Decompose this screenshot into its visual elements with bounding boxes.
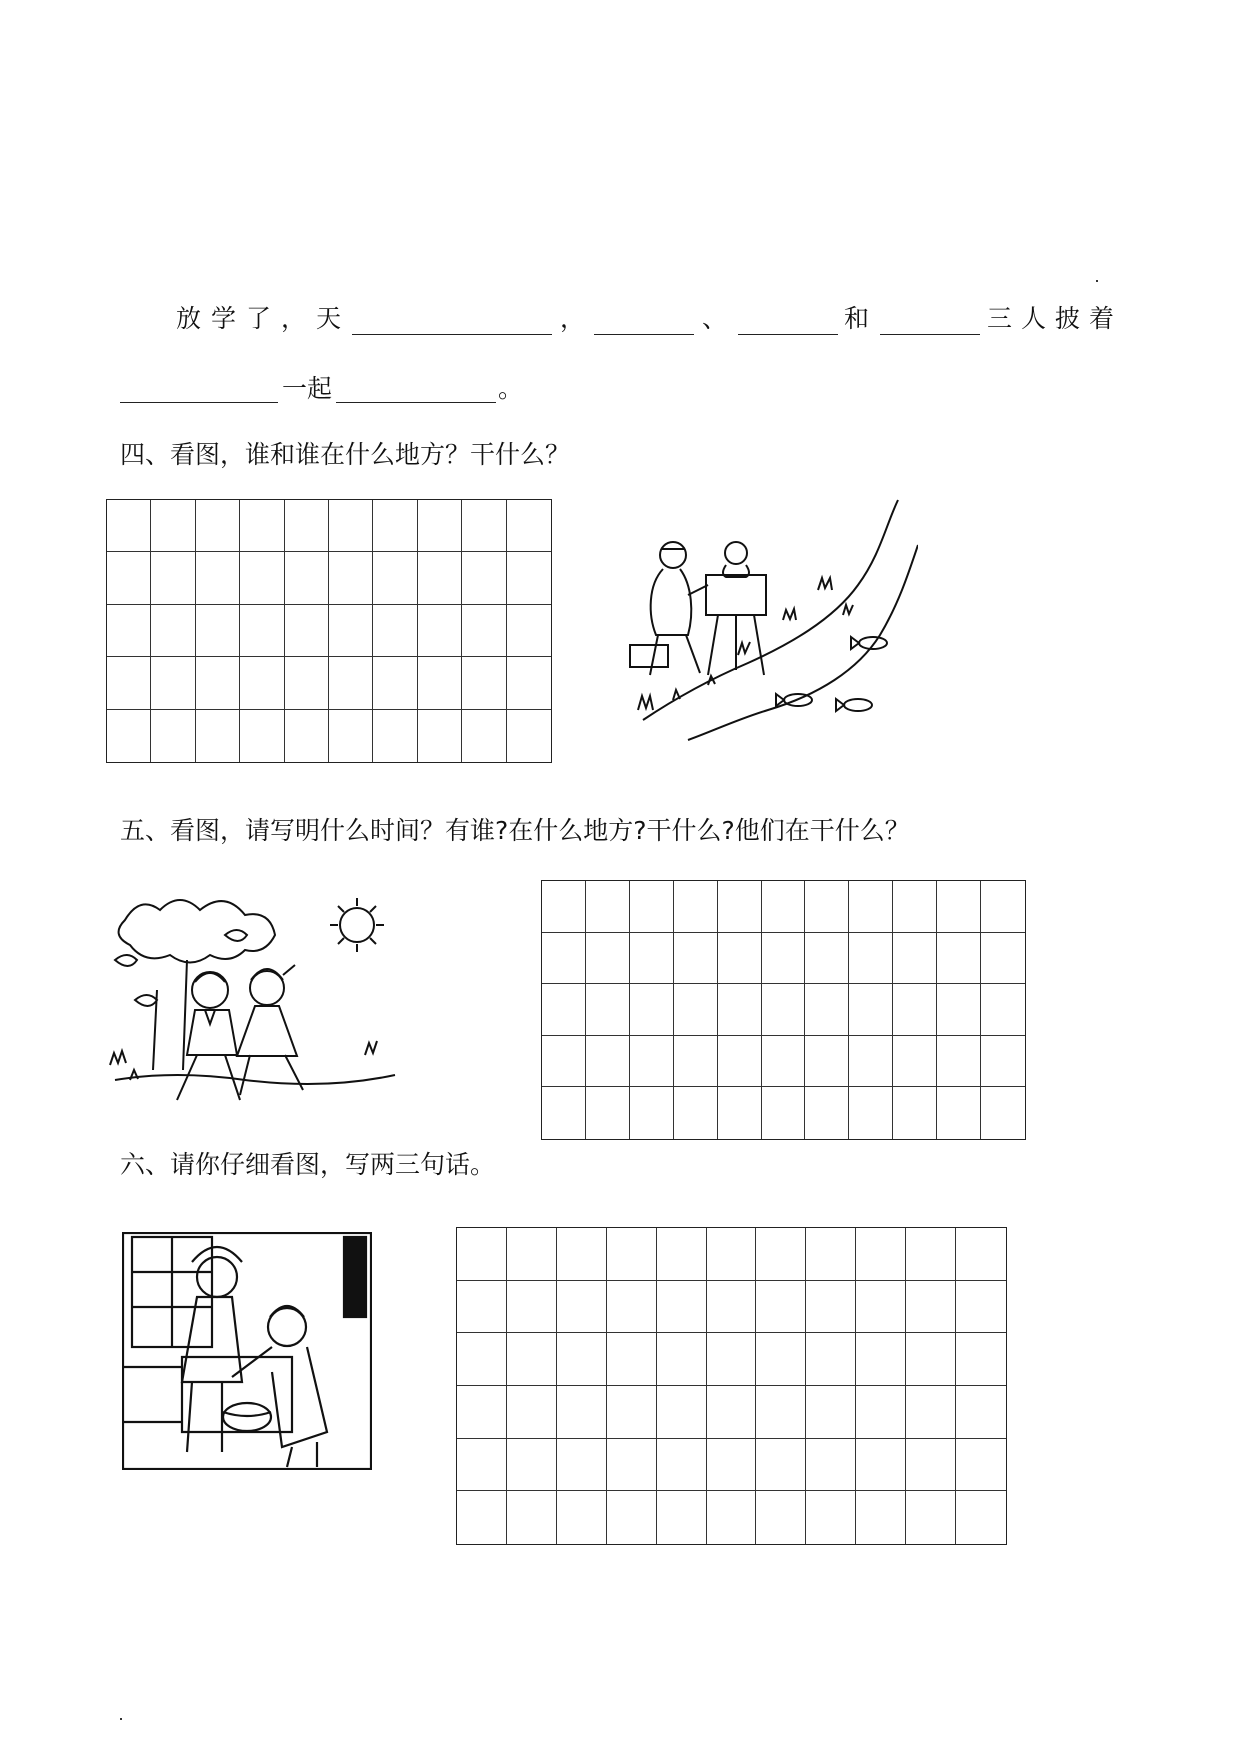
- grid-cell[interactable]: [151, 657, 195, 709]
- grid-cell[interactable]: [956, 1281, 1006, 1334]
- grid-cell[interactable]: [507, 1281, 557, 1334]
- grid-cell[interactable]: [329, 605, 373, 657]
- grid-cell[interactable]: [285, 500, 329, 552]
- grid-cell[interactable]: [674, 1036, 718, 1088]
- grid-cell[interactable]: [462, 657, 506, 709]
- grid-cell[interactable]: [196, 605, 240, 657]
- grid-cell[interactable]: [373, 710, 417, 762]
- grid-cell[interactable]: [805, 1087, 849, 1139]
- grid-cell[interactable]: [762, 984, 806, 1036]
- grid-cell[interactable]: [542, 933, 586, 985]
- grid-cell[interactable]: [329, 500, 373, 552]
- blank-item[interactable]: [120, 402, 278, 403]
- print-dot: [1096, 280, 1098, 282]
- grid-cell[interactable]: [462, 605, 506, 657]
- grid-cell[interactable]: [657, 1386, 707, 1439]
- grid-cell[interactable]: [657, 1333, 707, 1386]
- grid-cell[interactable]: [285, 552, 329, 604]
- grid-cell[interactable]: [805, 881, 849, 933]
- grid-cell[interactable]: [893, 1036, 937, 1088]
- grid-cell[interactable]: [856, 1439, 906, 1492]
- grid-cell[interactable]: [457, 1491, 507, 1544]
- grid-cell[interactable]: [607, 1333, 657, 1386]
- writing-grid-q5[interactable]: [541, 880, 1026, 1140]
- grid-cell[interactable]: [329, 657, 373, 709]
- grid-cell[interactable]: [756, 1228, 806, 1281]
- grid-cell[interactable]: [674, 933, 718, 985]
- grid-cell[interactable]: [849, 1087, 893, 1139]
- grid-cell[interactable]: [557, 1439, 607, 1492]
- grid-cell[interactable]: [707, 1386, 757, 1439]
- grid-cell[interactable]: [906, 1281, 956, 1334]
- sentence-part-2: 三人披着: [987, 304, 1124, 333]
- grid-cell[interactable]: [707, 1281, 757, 1334]
- grid-cell[interactable]: [507, 1228, 557, 1281]
- grid-cell[interactable]: [707, 1333, 757, 1386]
- grid-cell[interactable]: [586, 933, 630, 985]
- blank-person-2[interactable]: [738, 334, 838, 335]
- grid-cell[interactable]: [373, 552, 417, 604]
- grid-cell[interactable]: [457, 1333, 507, 1386]
- grid-cell[interactable]: [956, 1386, 1006, 1439]
- grid-cell[interactable]: [462, 552, 506, 604]
- grid-cell[interactable]: [418, 552, 462, 604]
- grid-cell[interactable]: [196, 710, 240, 762]
- writing-grid-q6[interactable]: [456, 1227, 1007, 1545]
- grid-cell[interactable]: [674, 984, 718, 1036]
- comma-mark: ，: [560, 304, 586, 333]
- grid-cell[interactable]: [806, 1491, 856, 1544]
- dun-mark: 、: [702, 304, 728, 333]
- grid-cell[interactable]: [557, 1491, 607, 1544]
- grid-cell[interactable]: [607, 1386, 657, 1439]
- grid-cell[interactable]: [507, 1333, 557, 1386]
- grid-cell[interactable]: [937, 1087, 981, 1139]
- grid-cell[interactable]: [507, 1439, 557, 1492]
- grid-cell[interactable]: [805, 1036, 849, 1088]
- grid-cell[interactable]: [240, 605, 284, 657]
- grid-cell[interactable]: [373, 657, 417, 709]
- grid-cell[interactable]: [196, 500, 240, 552]
- grid-cell[interactable]: [657, 1491, 707, 1544]
- grid-cell[interactable]: [893, 933, 937, 985]
- grid-cell[interactable]: [507, 552, 551, 604]
- grid-cell[interactable]: [756, 1491, 806, 1544]
- grid-cell[interactable]: [849, 933, 893, 985]
- grid-cell[interactable]: [674, 881, 718, 933]
- grid-cell[interactable]: [762, 933, 806, 985]
- grid-cell[interactable]: [107, 710, 151, 762]
- grid-cell[interactable]: [806, 1281, 856, 1334]
- grid-cell[interactable]: [457, 1386, 507, 1439]
- grid-cell[interactable]: [937, 881, 981, 933]
- writing-grid-q4[interactable]: [106, 499, 552, 763]
- grid-cell[interactable]: [542, 881, 586, 933]
- grid-cell[interactable]: [607, 1439, 657, 1492]
- grid-cell[interactable]: [507, 657, 551, 709]
- grid-cell[interactable]: [906, 1333, 956, 1386]
- grid-cell[interactable]: [806, 1439, 856, 1492]
- question-6-prompt: 六、请你仔细看图，写两三句话。: [120, 1150, 496, 1179]
- grid-cell[interactable]: [849, 1036, 893, 1088]
- grid-cell[interactable]: [674, 1087, 718, 1139]
- grid-cell[interactable]: [418, 710, 462, 762]
- grid-cell[interactable]: [107, 657, 151, 709]
- grid-cell[interactable]: [240, 500, 284, 552]
- grid-cell[interactable]: [806, 1333, 856, 1386]
- grid-cell[interactable]: [586, 1087, 630, 1139]
- grid-cell[interactable]: [418, 657, 462, 709]
- grid-cell[interactable]: [457, 1228, 507, 1281]
- grid-cell[interactable]: [906, 1228, 956, 1281]
- feeding-fish-illustration: [122, 1232, 372, 1470]
- yiqi-word: 一起: [282, 374, 333, 403]
- grid-cell[interactable]: [906, 1386, 956, 1439]
- grid-cell[interactable]: [151, 552, 195, 604]
- grid-cell[interactable]: [762, 881, 806, 933]
- period-mark: 。: [498, 374, 524, 403]
- grid-cell[interactable]: [630, 933, 674, 985]
- grid-cell[interactable]: [107, 500, 151, 552]
- grid-cell[interactable]: [630, 881, 674, 933]
- grid-cell[interactable]: [240, 657, 284, 709]
- grid-cell[interactable]: [630, 984, 674, 1036]
- grid-cell[interactable]: [507, 1386, 557, 1439]
- grid-cell[interactable]: [418, 605, 462, 657]
- grid-cell[interactable]: [607, 1491, 657, 1544]
- grid-cell[interactable]: [151, 605, 195, 657]
- grid-cell[interactable]: [806, 1386, 856, 1439]
- grid-cell[interactable]: [542, 984, 586, 1036]
- grid-cell[interactable]: [956, 1439, 1006, 1492]
- grid-cell[interactable]: [329, 710, 373, 762]
- grid-cell[interactable]: [893, 881, 937, 933]
- grid-cell[interactable]: [756, 1333, 806, 1386]
- grid-cell[interactable]: [981, 1036, 1025, 1088]
- blank-person-3[interactable]: [880, 334, 980, 335]
- grid-cell[interactable]: [285, 605, 329, 657]
- sentence-part-1: 放学了，天: [176, 304, 352, 333]
- grid-cell[interactable]: [586, 1036, 630, 1088]
- grid-cell[interactable]: [557, 1333, 607, 1386]
- children-under-tree-illustration: [105, 880, 405, 1120]
- grid-cell[interactable]: [285, 657, 329, 709]
- grid-cell[interactable]: [937, 933, 981, 985]
- grid-cell[interactable]: [507, 500, 551, 552]
- grid-cell[interactable]: [285, 710, 329, 762]
- grid-cell[interactable]: [756, 1386, 806, 1439]
- grid-cell[interactable]: [542, 1087, 586, 1139]
- blank-weather[interactable]: [352, 334, 552, 335]
- grid-cell[interactable]: [542, 1036, 586, 1088]
- grid-cell[interactable]: [707, 1228, 757, 1281]
- grid-cell[interactable]: [718, 1087, 762, 1139]
- grid-cell[interactable]: [418, 500, 462, 552]
- grid-cell[interactable]: [718, 1036, 762, 1088]
- grid-cell[interactable]: [586, 881, 630, 933]
- grid-cell[interactable]: [756, 1439, 806, 1492]
- grid-cell[interactable]: [240, 552, 284, 604]
- grid-cell[interactable]: [805, 933, 849, 985]
- grid-cell[interactable]: [462, 710, 506, 762]
- grid-cell[interactable]: [507, 605, 551, 657]
- grid-cell[interactable]: [586, 984, 630, 1036]
- grid-cell[interactable]: [557, 1386, 607, 1439]
- grid-cell[interactable]: [756, 1281, 806, 1334]
- grid-cell[interactable]: [462, 500, 506, 552]
- grid-cell[interactable]: [981, 881, 1025, 933]
- grid-cell[interactable]: [507, 710, 551, 762]
- grid-cell[interactable]: [329, 552, 373, 604]
- grid-cell[interactable]: [457, 1281, 507, 1334]
- question-4-prompt: 四、看图，谁和谁在什么地方？干什么？: [120, 440, 571, 469]
- grid-cell[interactable]: [856, 1386, 906, 1439]
- grid-cell[interactable]: [707, 1491, 757, 1544]
- grid-cell[interactable]: [849, 881, 893, 933]
- grid-cell[interactable]: [956, 1491, 1006, 1544]
- grid-cell[interactable]: [937, 984, 981, 1036]
- grid-cell[interactable]: [196, 657, 240, 709]
- grid-cell[interactable]: [373, 605, 417, 657]
- grid-cell[interactable]: [151, 500, 195, 552]
- grid-cell[interactable]: [657, 1281, 707, 1334]
- grid-cell[interactable]: [107, 552, 151, 604]
- grid-cell[interactable]: [151, 710, 195, 762]
- painting-by-river-illustration: [618, 495, 918, 745]
- grid-cell[interactable]: [805, 984, 849, 1036]
- question-5-prompt: 五、看图，请写明什么时间？有谁?在什么地方?干什么?他们在干什么？: [120, 816, 910, 845]
- grid-cell[interactable]: [718, 881, 762, 933]
- grid-cell[interactable]: [981, 1087, 1025, 1139]
- grid-cell[interactable]: [607, 1228, 657, 1281]
- grid-cell[interactable]: [630, 1036, 674, 1088]
- grid-cell[interactable]: [718, 933, 762, 985]
- grid-cell[interactable]: [607, 1281, 657, 1334]
- grid-cell[interactable]: [906, 1439, 956, 1492]
- grid-cell[interactable]: [762, 1036, 806, 1088]
- grid-cell[interactable]: [856, 1333, 906, 1386]
- grid-cell[interactable]: [240, 710, 284, 762]
- grid-cell[interactable]: [107, 605, 151, 657]
- grid-cell[interactable]: [893, 984, 937, 1036]
- grid-cell[interactable]: [657, 1228, 707, 1281]
- grid-cell[interactable]: [762, 1087, 806, 1139]
- blank-person-1[interactable]: [594, 334, 694, 335]
- grid-cell[interactable]: [630, 1087, 674, 1139]
- grid-cell[interactable]: [657, 1439, 707, 1492]
- print-dot: [120, 1718, 122, 1720]
- grid-cell[interactable]: [557, 1228, 607, 1281]
- grid-cell[interactable]: [507, 1491, 557, 1544]
- grid-cell[interactable]: [856, 1491, 906, 1544]
- grid-cell[interactable]: [718, 984, 762, 1036]
- grid-cell[interactable]: [856, 1281, 906, 1334]
- grid-cell[interactable]: [557, 1281, 607, 1334]
- grid-cell[interactable]: [856, 1228, 906, 1281]
- grid-cell[interactable]: [981, 984, 1025, 1036]
- grid-cell[interactable]: [956, 1333, 1006, 1386]
- grid-cell[interactable]: [893, 1087, 937, 1139]
- grid-cell[interactable]: [981, 933, 1025, 985]
- grid-cell[interactable]: [937, 1036, 981, 1088]
- he-word: 和: [844, 304, 870, 333]
- grid-cell[interactable]: [806, 1228, 856, 1281]
- grid-cell[interactable]: [849, 984, 893, 1036]
- grid-cell[interactable]: [196, 552, 240, 604]
- grid-cell[interactable]: [906, 1491, 956, 1544]
- grid-cell[interactable]: [707, 1439, 757, 1492]
- grid-cell[interactable]: [956, 1228, 1006, 1281]
- grid-cell[interactable]: [373, 500, 417, 552]
- blank-action[interactable]: [336, 402, 496, 403]
- grid-cell[interactable]: [457, 1439, 507, 1492]
